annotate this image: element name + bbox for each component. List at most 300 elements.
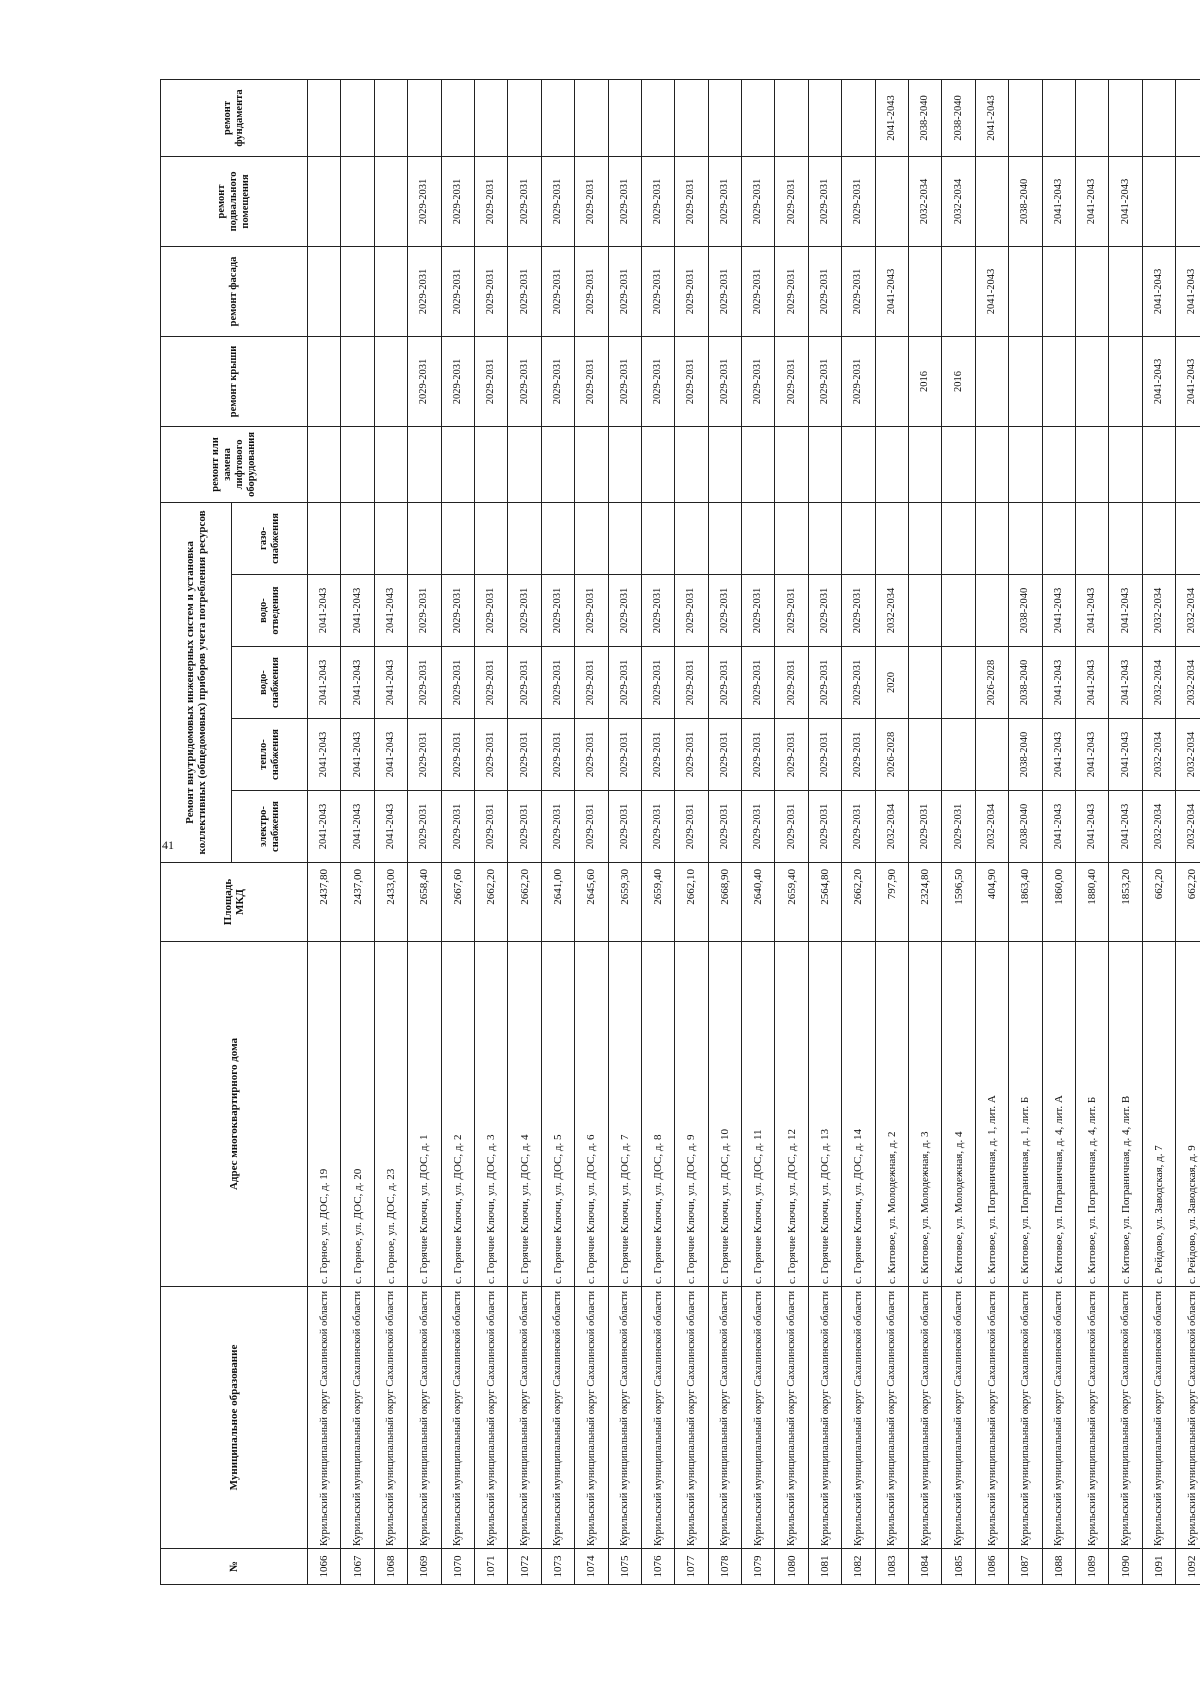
gas-cell [575,502,608,574]
electro-cell: 2041-2043 [308,791,341,863]
elevator-cell [708,426,741,502]
drain-cell: 2032-2034 [875,575,908,647]
water-cell: 2041-2043 [374,647,407,719]
row-number: 1081 [808,1549,841,1585]
facade-cell [1109,246,1142,336]
elevator-cell [474,426,507,502]
facade-cell: 2029-2031 [675,246,708,336]
facade-cell: 2029-2031 [808,246,841,336]
water-cell: 2029-2031 [575,647,608,719]
table-row [975,79,1008,1584]
area-cell: 2324,80 [909,863,942,942]
gas-cell [909,502,942,574]
municipality-cell: Курильский муниципальный округ Сахалинской области [842,1287,875,1549]
address-cell: с. Китовое, ул. Пограничная, д. 4, лит. В [1109,942,1142,1287]
basement-cell: 2029-2031 [808,156,841,246]
municipality-cell: Курильский муниципальный округ Сахалинской области [875,1287,908,1549]
address-cell: с. Китовое, ул. Молодежная, д. 3 [909,942,942,1287]
address-cell: с. Горячие Ключи, ул. ДОС, д. 5 [541,942,574,1287]
table-row [374,79,407,1584]
area-cell: 2659,40 [775,863,808,942]
table-row [341,79,374,1584]
basement-cell: 2041-2043 [1075,156,1108,246]
header-heat: тепло-снабжения [232,719,308,791]
header-roof: ремонт крыши [161,336,308,426]
facade-cell: 2029-2031 [575,246,608,336]
electro-cell: 2029-2031 [474,791,507,863]
drain-cell: 2041-2043 [1109,575,1142,647]
area-cell: 2640,40 [742,863,775,942]
facade-cell: 2041-2043 [875,246,908,336]
address-cell: с. Горячие Ключи, ул. ДОС, д. 8 [641,942,674,1287]
drain-cell: 2041-2043 [1042,575,1075,647]
heat-cell: 2041-2043 [1075,719,1108,791]
roof-cell: 2029-2031 [408,336,441,426]
foundation-cell [508,79,541,156]
water-cell [909,647,942,719]
electro-cell: 2029-2031 [742,791,775,863]
address-cell: с. Горячие Ключи, ул. ДОС, д. 12 [775,942,808,1287]
area-cell: 797,90 [875,863,908,942]
table-row [1042,79,1075,1584]
basement-cell: 2038-2040 [1009,156,1042,246]
roof-cell [975,336,1008,426]
row-number: 1083 [875,1549,908,1585]
basement-cell: 2041-2043 [1042,156,1075,246]
municipality-cell: Курильский муниципальный округ Сахалинской области [1009,1287,1042,1549]
water-cell: 2032-2034 [1176,647,1200,719]
drain-cell: 2029-2031 [708,575,741,647]
elevator-cell [909,426,942,502]
gas-cell [341,502,374,574]
municipality-cell: Курильский муниципальный округ Сахалинской области [708,1287,741,1549]
roof-cell: 2029-2031 [641,336,674,426]
electro-cell: 2029-2031 [608,791,641,863]
drain-cell: 2029-2031 [541,575,574,647]
water-cell: 2041-2043 [1042,647,1075,719]
drain-cell: 2029-2031 [575,575,608,647]
foundation-cell: 2038-2040 [909,79,942,156]
basement-cell [975,156,1008,246]
foundation-cell [474,79,507,156]
foundation-cell [1142,79,1175,156]
municipality-cell: Курильский муниципальный округ Сахалинской области [1075,1287,1108,1549]
foundation-cell [308,79,341,156]
gas-cell [474,502,507,574]
roof-cell: 2029-2031 [708,336,741,426]
basement-cell [341,156,374,246]
facade-cell: 2041-2043 [1176,246,1200,336]
drain-cell [909,575,942,647]
heat-cell: 2029-2031 [842,719,875,791]
header-facade: ремонт фасада [161,246,308,336]
row-number: 1084 [909,1549,942,1585]
elevator-cell [1142,426,1175,502]
area-cell: 662,20 [1142,863,1175,942]
facade-cell: 2029-2031 [541,246,574,336]
header-area: Площадь МКД [161,863,308,942]
water-cell: 2029-2031 [508,647,541,719]
electro-cell: 2029-2031 [708,791,741,863]
address-cell: с. Китовое, ул. Пограничная, д. 4, лит. А [1042,942,1075,1287]
elevator-cell [608,426,641,502]
facade-cell: 2029-2031 [641,246,674,336]
gas-cell [1075,502,1108,574]
foundation-cell [1109,79,1142,156]
table-row [875,79,908,1584]
roof-cell [1042,336,1075,426]
area-cell: 2645,60 [575,863,608,942]
basement-cell: 2041-2043 [1109,156,1142,246]
repair-schedule-table [160,79,1200,1585]
water-cell: 2029-2031 [808,647,841,719]
area-cell: 1860,00 [1042,863,1075,942]
roof-cell: 2029-2031 [675,336,708,426]
heat-cell: 2032-2034 [1142,719,1175,791]
water-cell: 2041-2043 [341,647,374,719]
elevator-cell [875,426,908,502]
gas-cell [641,502,674,574]
basement-cell: 2029-2031 [608,156,641,246]
heat-cell: 2041-2043 [308,719,341,791]
electro-cell: 2029-2031 [842,791,875,863]
basement-cell: 2029-2031 [641,156,674,246]
heat-cell [942,719,975,791]
address-cell: с. Горное, ул. ДОС, д. 19 [308,942,341,1287]
header-water: водо-снабжения [232,647,308,719]
drain-cell: 2029-2031 [608,575,641,647]
municipality-cell: Курильский муниципальный округ Сахалинской области [942,1287,975,1549]
foundation-cell [842,79,875,156]
roof-cell [341,336,374,426]
electro-cell: 2032-2034 [1142,791,1175,863]
drain-cell: 2029-2031 [742,575,775,647]
water-cell: 2029-2031 [474,647,507,719]
basement-cell: 2029-2031 [408,156,441,246]
facade-cell: 2041-2043 [975,246,1008,336]
elevator-cell [742,426,775,502]
area-cell: 2437,80 [308,863,341,942]
gas-cell [608,502,641,574]
elevator-cell [1075,426,1108,502]
facade-cell: 2029-2031 [708,246,741,336]
facade-cell [341,246,374,336]
roof-cell: 2029-2031 [742,336,775,426]
electro-cell: 2029-2031 [775,791,808,863]
gas-cell [441,502,474,574]
area-cell: 2668,90 [708,863,741,942]
gas-cell [408,502,441,574]
address-cell: с. Горячие Ключи, ул. ДОС, д. 4 [508,942,541,1287]
heat-cell: 2038-2040 [1009,719,1042,791]
table-row [1009,79,1042,1584]
row-number: 1080 [775,1549,808,1585]
gas-cell [1009,502,1042,574]
facade-cell: 2029-2031 [474,246,507,336]
water-cell: 2038-2040 [1009,647,1042,719]
municipality-cell: Курильский муниципальный округ Сахалинской области [675,1287,708,1549]
address-cell: с. Горячие Ключи, ул. ДОС, д. 1 [408,942,441,1287]
heat-cell: 2029-2031 [641,719,674,791]
electro-cell: 2032-2034 [875,791,908,863]
drain-cell: 2032-2034 [1176,575,1200,647]
address-cell: с. Горное, ул. ДОС, д. 23 [374,942,407,1287]
drain-cell: 2041-2043 [341,575,374,647]
municipality-cell: Курильский муниципальный округ Сахалинской области [1142,1287,1175,1549]
address-cell: с. Рейдово, ул. Заводская, д. 7 [1142,942,1175,1287]
elevator-cell [441,426,474,502]
elevator-cell [408,426,441,502]
elevator-cell [675,426,708,502]
roof-cell: 2029-2031 [808,336,841,426]
electro-cell: 2029-2031 [909,791,942,863]
row-number: 1066 [308,1549,341,1585]
foundation-cell [742,79,775,156]
drain-cell: 2029-2031 [675,575,708,647]
heat-cell: 2029-2031 [441,719,474,791]
address-cell: с. Китовое, ул. Пограничная, д. 1, лит. Б [1009,942,1042,1287]
drain-cell: 2038-2040 [1009,575,1042,647]
address-cell: с. Китовое, ул. Пограничная, д. 1, лит. А [975,942,1008,1287]
elevator-cell [975,426,1008,502]
row-number: 1085 [942,1549,975,1585]
header-municipality: Муниципальное образование [161,1287,308,1549]
row-number: 1076 [641,1549,674,1585]
elevator-cell [641,426,674,502]
electro-cell: 2029-2031 [808,791,841,863]
foundation-cell [675,79,708,156]
water-cell [942,647,975,719]
facade-cell: 2029-2031 [408,246,441,336]
roof-cell: 2041-2043 [1142,336,1175,426]
facade-cell [308,246,341,336]
drain-cell: 2029-2031 [474,575,507,647]
gas-cell [708,502,741,574]
area-cell: 662,20 [1176,863,1200,942]
row-number: 1088 [1042,1549,1075,1585]
gas-cell [1042,502,1075,574]
foundation-cell [1009,79,1042,156]
basement-cell: 2029-2031 [708,156,741,246]
municipality-cell: Курильский муниципальный округ Сахалинской области [1042,1287,1075,1549]
facade-cell [942,246,975,336]
table-row [474,79,507,1584]
area-cell: 2564,80 [808,863,841,942]
table-row [1142,79,1175,1584]
row-number: 1089 [1075,1549,1108,1585]
foundation-cell [708,79,741,156]
foundation-cell [541,79,574,156]
address-cell: с. Китовое, ул. Пограничная, д. 4, лит. Б [1075,942,1108,1287]
page-number: 41 [162,838,174,852]
basement-cell: 2029-2031 [474,156,507,246]
address-cell: с. Горячие Ключи, ул. ДОС, д. 9 [675,942,708,1287]
elevator-cell [541,426,574,502]
area-cell: 1596,50 [942,863,975,942]
area-cell: 2662,20 [474,863,507,942]
municipality-cell: Курильский муниципальный округ Сахалинской области [775,1287,808,1549]
roof-cell: 2029-2031 [575,336,608,426]
water-cell: 2029-2031 [541,647,574,719]
roof-cell [308,336,341,426]
table-row [742,79,775,1584]
drain-cell: 2029-2031 [641,575,674,647]
foundation-cell [775,79,808,156]
foundation-cell [641,79,674,156]
row-number: 1087 [1009,1549,1042,1585]
area-cell: 2658,40 [408,863,441,942]
facade-cell: 2029-2031 [775,246,808,336]
municipality-cell: Курильский муниципальный округ Сахалинской области [909,1287,942,1549]
roof-cell: 2029-2031 [474,336,507,426]
header-no: № [161,1549,308,1585]
facade-cell [1009,246,1042,336]
basement-cell: 2029-2031 [508,156,541,246]
municipality-cell: Курильский муниципальный округ Сахалинской области [1109,1287,1142,1549]
row-number: 1072 [508,1549,541,1585]
address-cell: с. Рейдово, ул. Заводская, д. 9 [1176,942,1200,1287]
address-cell: с. Китовое, ул. Молодежная, д. 2 [875,942,908,1287]
roof-cell: 2016 [909,336,942,426]
rotated-table-container [160,80,1199,1585]
elevator-cell [308,426,341,502]
water-cell: 2029-2031 [408,647,441,719]
table-row [675,79,708,1584]
elevator-cell [508,426,541,502]
area-cell: 2641,00 [541,863,574,942]
municipality-cell: Курильский муниципальный округ Сахалинской области [308,1287,341,1549]
electro-cell: 2032-2034 [1176,791,1200,863]
foundation-cell: 2038-2040 [942,79,975,156]
row-number: 1079 [742,1549,775,1585]
gas-cell [1176,502,1200,574]
table-header [161,79,308,1584]
table-row [308,79,341,1584]
elevator-cell [1042,426,1075,502]
electro-cell: 2029-2031 [408,791,441,863]
gas-cell [875,502,908,574]
basement-cell: 2029-2031 [842,156,875,246]
heat-cell: 2041-2043 [1042,719,1075,791]
heat-cell: 2032-2034 [1176,719,1200,791]
heat-cell: 2029-2031 [708,719,741,791]
municipality-cell: Курильский муниципальный округ Сахалинской области [575,1287,608,1549]
electro-cell: 2029-2031 [441,791,474,863]
gas-cell [842,502,875,574]
facade-cell: 2029-2031 [508,246,541,336]
foundation-cell [341,79,374,156]
drain-cell: 2029-2031 [508,575,541,647]
gas-cell [808,502,841,574]
elevator-cell [341,426,374,502]
area-cell: 2437,00 [341,863,374,942]
elevator-cell [942,426,975,502]
area-cell: 1880,40 [1075,863,1108,942]
area-cell: 2659,40 [641,863,674,942]
water-cell: 2032-2034 [1142,647,1175,719]
heat-cell: 2029-2031 [675,719,708,791]
basement-cell: 2032-2034 [909,156,942,246]
foundation-cell [1075,79,1108,156]
header-elevator: ремонт или замена лифтового оборудования [161,426,308,502]
electro-cell: 2041-2043 [1075,791,1108,863]
row-number: 1071 [474,1549,507,1585]
address-cell: с. Горячие Ключи, ул. ДОС, д. 11 [742,942,775,1287]
municipality-cell: Курильский муниципальный округ Сахалинской области [341,1287,374,1549]
header-electro: электро-снабжения [232,791,308,863]
electro-cell: 2041-2043 [374,791,407,863]
table-row [775,79,808,1584]
roof-cell [374,336,407,426]
gas-cell [942,502,975,574]
basement-cell: 2029-2031 [775,156,808,246]
municipality-cell: Курильский муниципальный округ Сахалинской области [474,1287,507,1549]
foundation-cell [1042,79,1075,156]
gas-cell [1142,502,1175,574]
water-cell: 2041-2043 [1075,647,1108,719]
area-cell: 2662,10 [675,863,708,942]
address-cell: с. Горячие Ключи, ул. ДОС, д. 10 [708,942,741,1287]
address-cell: с. Китовое, ул. Молодежная, д. 4 [942,942,975,1287]
facade-cell [374,246,407,336]
water-cell: 2041-2043 [308,647,341,719]
row-number: 1078 [708,1549,741,1585]
table-row [1176,79,1200,1584]
municipality-cell: Курильский муниципальный округ Сахалинской области [1176,1287,1200,1549]
water-cell: 2029-2031 [742,647,775,719]
foundation-cell [608,79,641,156]
header-address: Адрес многоквартирного дома [161,942,308,1287]
water-cell: 2029-2031 [675,647,708,719]
area-cell: 2662,20 [842,863,875,942]
municipality-cell: Курильский муниципальный округ Сахалинской области [808,1287,841,1549]
row-number: 1077 [675,1549,708,1585]
electro-cell: 2041-2043 [1109,791,1142,863]
facade-cell: 2029-2031 [742,246,775,336]
header-foundation: ремонт фундамента [161,79,308,156]
roof-cell: 2029-2031 [775,336,808,426]
electro-cell: 2032-2034 [975,791,1008,863]
row-number: 1073 [541,1549,574,1585]
foundation-cell [575,79,608,156]
gas-cell [541,502,574,574]
heat-cell: 2029-2031 [474,719,507,791]
heat-cell: 2029-2031 [608,719,641,791]
gas-cell [675,502,708,574]
roof-cell [1109,336,1142,426]
area-cell: 1853,20 [1109,863,1142,942]
basement-cell [1176,156,1200,246]
roof-cell: 2029-2031 [541,336,574,426]
basement-cell: 2029-2031 [675,156,708,246]
table-row [909,79,942,1584]
row-number: 1091 [1142,1549,1175,1585]
electro-cell: 2041-2043 [341,791,374,863]
row-number: 1092 [1176,1549,1200,1585]
facade-cell: 2041-2043 [1142,246,1175,336]
elevator-cell [842,426,875,502]
gas-cell [508,502,541,574]
roof-cell: 2029-2031 [842,336,875,426]
basement-cell: 2032-2034 [942,156,975,246]
elevator-cell [575,426,608,502]
foundation-cell: 2041-2043 [875,79,908,156]
facade-cell [1042,246,1075,336]
table-row [1109,79,1142,1584]
header-drain: водо-отведения [232,575,308,647]
heat-cell: 2029-2031 [575,719,608,791]
gas-cell [775,502,808,574]
